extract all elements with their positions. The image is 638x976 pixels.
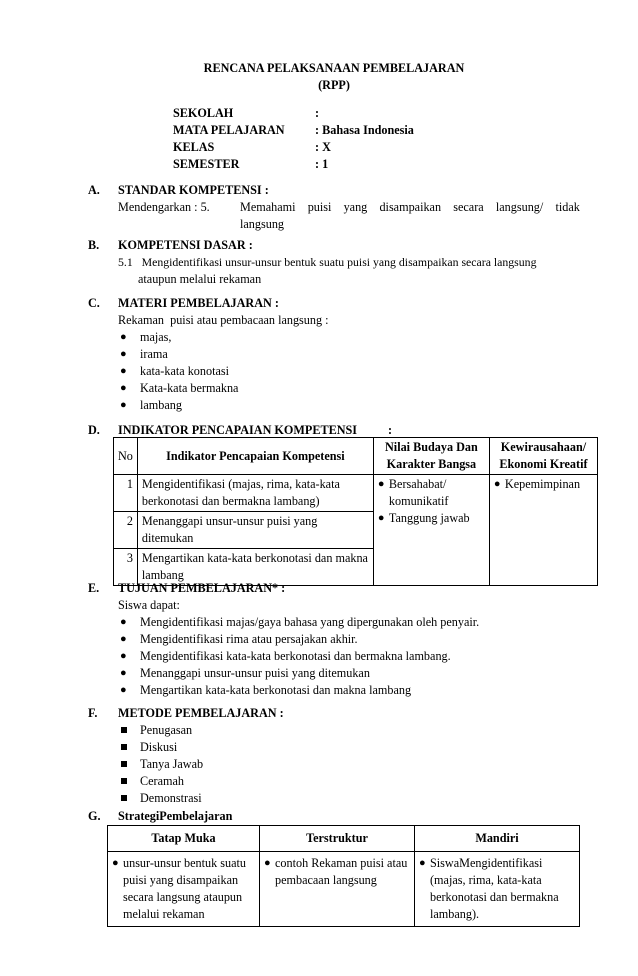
list-item xyxy=(118,682,568,699)
section-body xyxy=(118,312,568,414)
bullet-icon: ● xyxy=(419,857,426,869)
identity-value: : xyxy=(315,106,320,120)
column-header-mandiri: Mandiri xyxy=(415,826,580,852)
section-strategi-pembelajaran xyxy=(88,808,588,826)
bullet-icon: ● xyxy=(377,478,385,490)
section-heading: INDIKATOR PENCAPAIAN KOMPETENSI xyxy=(118,423,358,437)
kewirausahaan-cell xyxy=(489,475,597,586)
section-kompetensi-dasar xyxy=(88,237,588,287)
list-item-text: Diskusi xyxy=(140,740,178,754)
list-item xyxy=(118,380,568,397)
row-number: 1 xyxy=(114,475,138,512)
list-item-text: Mengartikan kata-kata berkonotasi dan makna lambang xyxy=(140,683,412,697)
list-item-text: Penugasan xyxy=(140,723,193,737)
list-item-text: Mengidentifikasi majas/gaya bahasa yang dipergunakan oleh penyair. xyxy=(140,615,480,629)
bullet-icon: ● xyxy=(264,857,271,869)
section-letter: E. xyxy=(88,581,100,595)
identity-row-kelas xyxy=(173,139,473,156)
list-item-text: Kepemimpinan xyxy=(504,477,581,491)
column-header-tatap-muka: Tatap Muka xyxy=(108,826,260,852)
square-bullet-icon xyxy=(121,727,127,733)
sk-label: Mendengarkan : 5. xyxy=(118,200,210,214)
bullet-icon: ● xyxy=(120,667,127,679)
list-item xyxy=(118,756,568,773)
nilai-cell xyxy=(373,475,489,586)
list-item-text: kata-kata konotasi xyxy=(140,364,230,378)
list-item xyxy=(264,855,410,889)
list-item-text: Bersahabat/ komunikatif xyxy=(388,477,449,508)
list-item xyxy=(118,363,568,380)
section-letter: B. xyxy=(88,238,100,252)
materi-intro: Rekaman puisi atau pembacaan langsung : xyxy=(118,313,329,327)
terstruktur-cell xyxy=(260,852,415,927)
row-indikator: Mengartikan kata-kata berkonotasi dan makna lambang xyxy=(137,549,373,586)
bullet-icon: ● xyxy=(493,478,501,490)
kd-text-line1: 5.1 Mengidentifikasi unsur-unsur bentuk suatu puisi yang disampaikan secara langsung xyxy=(118,255,537,269)
section-letter: D. xyxy=(88,423,100,437)
list-item xyxy=(118,739,568,756)
section-letter: C. xyxy=(88,296,100,310)
list-item-text: Mengidentifikasi kata-kata berkonotasi dan bermakna lambang. xyxy=(140,649,451,663)
kd-text-line2: ataupun melalui rekaman xyxy=(138,272,262,286)
identity-value: : Bahasa Indonesia xyxy=(315,123,414,137)
list-item-text: Demonstrasi xyxy=(140,791,202,805)
section-heading: TUJUAN PEMBELAJARAN* : xyxy=(118,581,286,595)
identity-value: : 1 xyxy=(315,157,329,171)
list-item xyxy=(118,329,568,346)
list-item-text: contoh Rekaman puisi atau pembacaan langsung xyxy=(275,856,408,887)
bullet-icon: ● xyxy=(120,650,127,662)
bullet-icon: ● xyxy=(120,348,127,360)
document-subtitle: (RPP) xyxy=(318,78,350,92)
list-item xyxy=(494,476,593,493)
section-body xyxy=(118,254,568,288)
section-heading: METODE PEMBELAJARAN : xyxy=(118,706,284,720)
section-heading: KOMPETENSI DASAR : xyxy=(118,238,253,252)
identity-key: MATA PELAJARAN xyxy=(173,123,285,137)
section-letter: F. xyxy=(88,706,98,720)
list-item-text: Kata-kata bermakna xyxy=(140,381,239,395)
bullet-icon: ● xyxy=(120,399,127,411)
bullet-icon: ● xyxy=(120,382,127,394)
sk-text-line1: Memahami puisi yang disampaikan secara langsung/ tidak xyxy=(240,200,580,214)
row-indikator: Menanggapi unsur-unsur puisi yang ditemukan xyxy=(137,512,373,549)
section-heading: STANDAR KOMPETENSI : xyxy=(118,183,269,197)
strategi-table xyxy=(107,825,580,927)
column-header-indikator: Indikator Pencapaian Kompetensi xyxy=(137,438,373,475)
row-number: 3 xyxy=(114,549,138,586)
column-header-no: No xyxy=(114,438,138,475)
section-letter: A. xyxy=(88,183,100,197)
square-bullet-icon xyxy=(121,744,127,750)
document-title: RENCANA PELAKSANAAN PEMBELAJARAN xyxy=(203,61,465,75)
column-header-terstruktur: Terstruktur xyxy=(260,826,415,852)
identity-row-semester xyxy=(173,156,473,173)
list-item xyxy=(419,855,575,923)
identity-value: : X xyxy=(315,140,331,154)
list-item xyxy=(118,773,568,790)
section-body xyxy=(118,722,568,807)
list-item-text: irama xyxy=(140,347,168,361)
bullet-icon: ● xyxy=(120,633,127,645)
table-row xyxy=(108,852,580,927)
section-heading: MATERI PEMBELAJARAN : xyxy=(118,296,279,310)
list-item xyxy=(118,722,568,739)
list-item xyxy=(118,648,568,665)
square-bullet-icon xyxy=(121,795,127,801)
list-item-text: Menanggapi unsur-unsur puisi yang ditemukan xyxy=(140,666,370,680)
list-item xyxy=(378,476,485,510)
list-item xyxy=(118,790,568,807)
sk-text-line2: langsung xyxy=(240,217,285,231)
section-standar-kompetensi xyxy=(88,182,588,232)
list-item xyxy=(378,510,485,527)
row-indikator: Mengidentifikasi (majas, rima, kata-kata berkonotasi dan bermakna lambang) xyxy=(137,475,373,512)
bullet-icon: ● xyxy=(120,365,127,377)
list-item xyxy=(112,855,255,923)
section-heading: StrategiPembelajaran xyxy=(118,809,233,823)
list-item-text: SiswaMengidentifikasi (majas, rima, kata-kata berkonotasi dan bermakna lambang). xyxy=(430,856,559,921)
section-materi-pembelajaran xyxy=(88,295,588,410)
heading-colon: : xyxy=(388,423,393,437)
section-metode-pembelajaran xyxy=(88,705,588,805)
column-header-nilai: Nilai Budaya Dan Karakter Bangsa xyxy=(373,438,489,475)
list-item xyxy=(118,665,568,682)
tujuan-intro: Siswa dapat: xyxy=(118,598,180,612)
section-body xyxy=(118,597,568,699)
indikator-table xyxy=(113,437,598,586)
column-header-kewirausahaan: Kewirausahaan/ Ekonomi Kreatif xyxy=(489,438,597,475)
list-item xyxy=(118,397,568,414)
square-bullet-icon xyxy=(121,778,127,784)
list-item xyxy=(118,346,568,363)
identity-key: SEKOLAH xyxy=(173,106,234,120)
list-item-text: lambang xyxy=(140,398,182,412)
table-row xyxy=(114,475,598,512)
table-header-row xyxy=(108,826,580,852)
list-item xyxy=(118,631,568,648)
bullet-icon: ● xyxy=(120,331,127,343)
list-item-text: Tanya Jawab xyxy=(140,757,204,771)
identity-key: SEMESTER xyxy=(173,157,240,171)
bullet-icon: ● xyxy=(120,684,127,696)
row-number: 2 xyxy=(114,512,138,549)
section-tujuan-pembelajaran xyxy=(88,580,588,700)
square-bullet-icon xyxy=(121,761,127,767)
tatap-muka-cell xyxy=(108,852,260,927)
identity-block xyxy=(173,105,473,173)
list-item xyxy=(118,614,568,631)
section-letter: G. xyxy=(88,809,101,823)
bullet-icon: ● xyxy=(377,512,385,524)
list-item-text: Ceramah xyxy=(140,774,184,788)
list-item-text: majas, xyxy=(140,330,172,344)
list-item-text: Mengidentifikasi rima atau persajakan akhir. xyxy=(140,632,358,646)
bullet-icon: ● xyxy=(120,616,127,628)
list-item-text: Tanggung jawab xyxy=(388,511,470,525)
table-header-row xyxy=(114,438,598,475)
identity-row-sekolah xyxy=(173,105,473,122)
mandiri-cell xyxy=(415,852,580,927)
bullet-icon: ● xyxy=(112,857,119,869)
identity-row-mata-pelajaran xyxy=(173,122,473,139)
identity-key: KELAS xyxy=(173,140,215,154)
list-item-text: unsur-unsur bentuk suatu puisi yang disampaikan secara langsung ataupun melalui rekaman xyxy=(123,856,246,921)
